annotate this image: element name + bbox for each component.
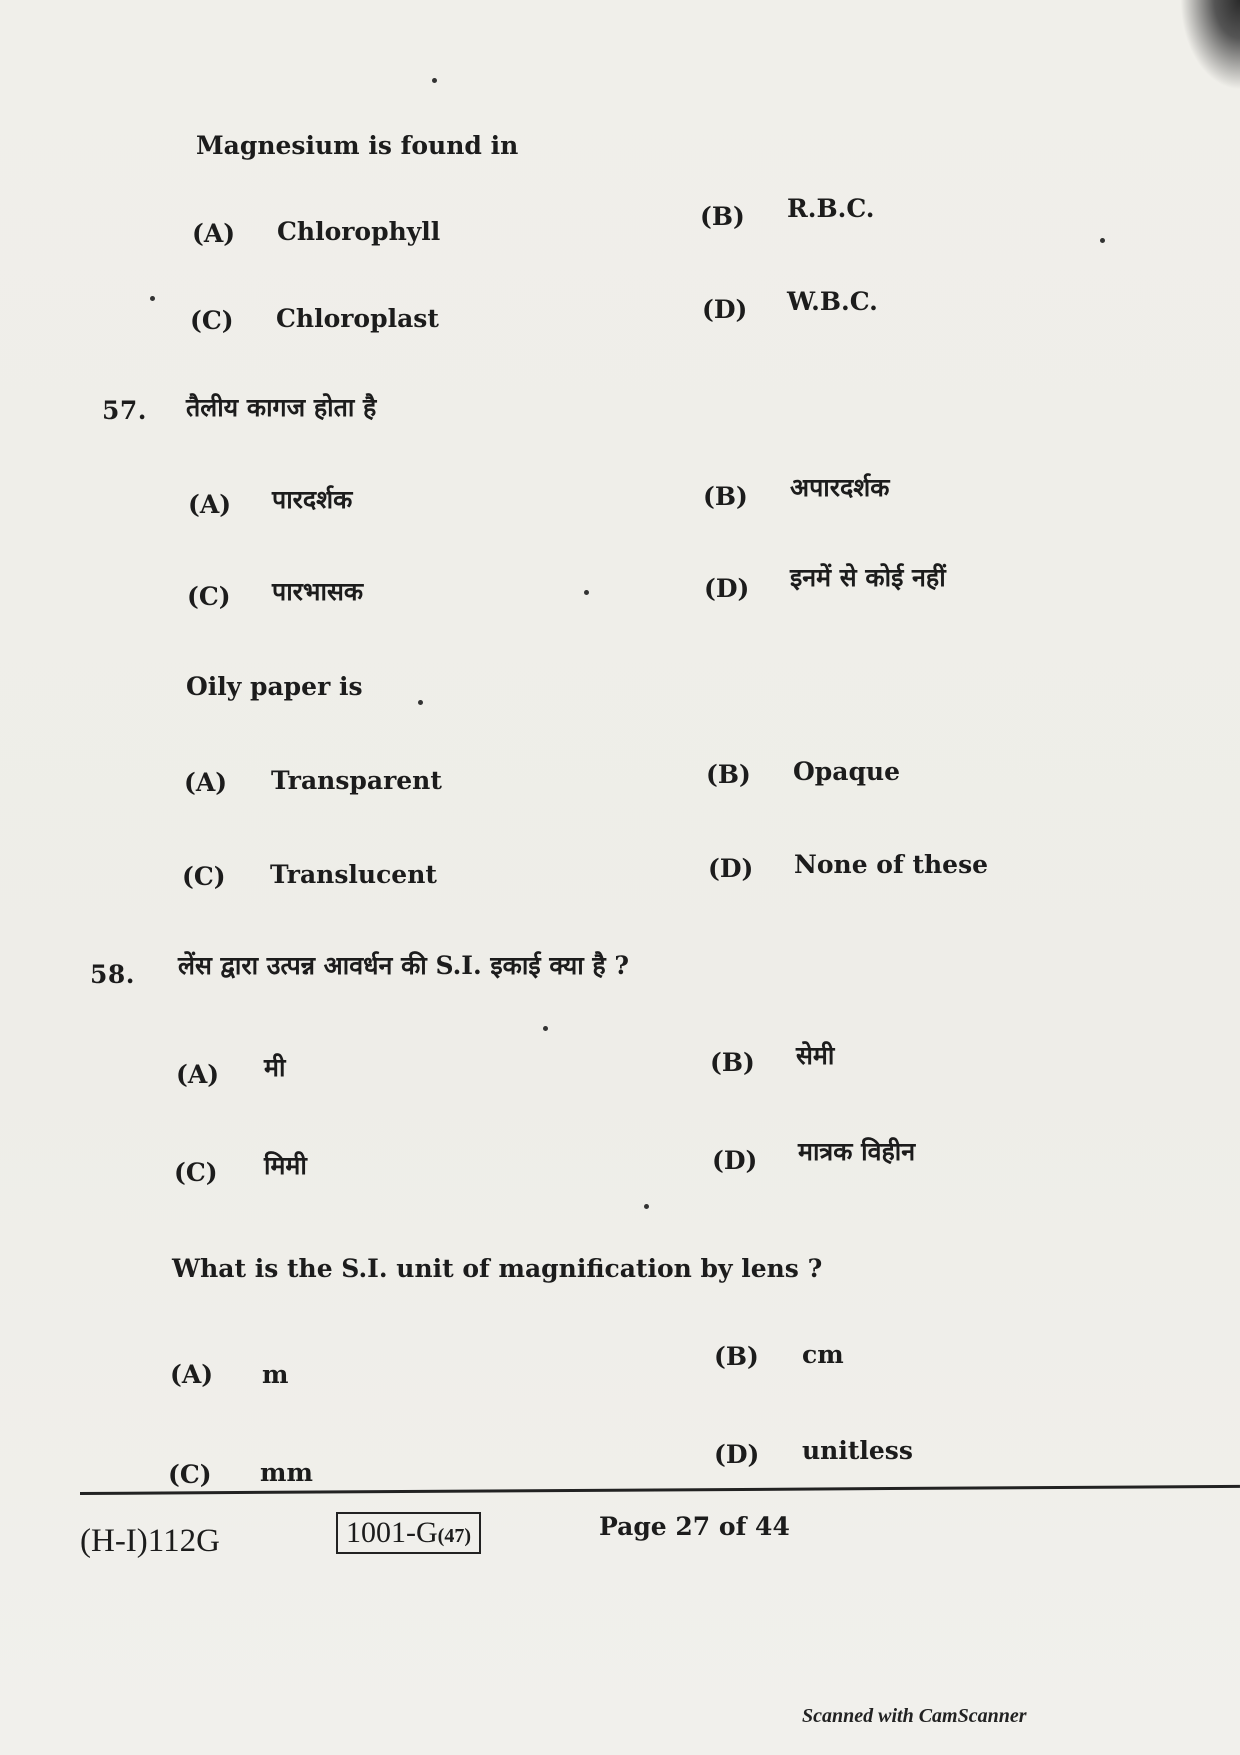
scan-speck — [150, 296, 155, 301]
q57-hi-option-b-letter: (B) — [703, 482, 748, 511]
q58-hi-option-c-letter: (C) — [174, 1158, 218, 1187]
scan-speck — [432, 78, 437, 83]
footer-rule — [80, 1485, 1240, 1495]
page-number: Page 27 of 44 — [599, 1512, 790, 1541]
q58-en-option-d-text: unitless — [802, 1436, 913, 1465]
q58-hi-option-a-letter: (A) — [176, 1060, 220, 1089]
q56-option-c-text: Chloroplast — [276, 304, 439, 333]
q57-hi-option-a-text: पारदर्शक — [272, 485, 353, 514]
scan-speck — [543, 1026, 548, 1031]
q56-option-a-text: Chlorophyll — [277, 217, 441, 246]
q58-en-option-c-text: mm — [260, 1458, 313, 1487]
q58-en-option-c-letter: (C) — [168, 1460, 212, 1489]
q58-hi-option-b-letter: (B) — [710, 1048, 755, 1077]
question-57-stem-hi: तैलीय कागज होता है — [186, 393, 377, 422]
q56-option-d-letter: (D) — [702, 295, 748, 324]
question-57-number: 57. — [102, 396, 147, 425]
q57-hi-option-c-text: पारभासक — [272, 577, 364, 606]
q57-en-option-b-letter: (B) — [706, 760, 751, 789]
q56-option-a-letter: (A) — [192, 219, 236, 248]
q57-en-option-a-text: Transparent — [271, 766, 442, 795]
question-58-stem-hi: लेंस द्वारा उत्पन्न आवर्धन की S.I. इकाई क्या है ? — [178, 951, 630, 980]
camscanner-watermark: Scanned with CamScanner — [802, 1705, 1027, 1727]
q58-hi-option-d-letter: (D) — [712, 1146, 758, 1175]
scan-speck — [418, 700, 423, 705]
question-58-stem-en: What is the S.I. unit of magnification by lens ? — [172, 1254, 823, 1283]
scan-speck — [584, 590, 589, 595]
q57-hi-option-d-letter: (D) — [704, 574, 750, 603]
q58-hi-option-b-text: सेमी — [796, 1041, 835, 1070]
q58-en-option-b-text: cm — [802, 1340, 844, 1369]
q56-option-b-letter: (B) — [700, 202, 745, 231]
scan-speck — [644, 1204, 649, 1209]
q58-hi-option-d-text: मात्रक विहीन — [798, 1137, 916, 1166]
scan-speck — [1100, 238, 1105, 243]
q57-en-option-c-text: Translucent — [270, 860, 437, 889]
q57-hi-option-d-text: इनमें से कोई नहीं — [790, 563, 946, 592]
q57-en-option-d-text: None of these — [794, 850, 989, 879]
q58-en-option-d-letter: (D) — [714, 1440, 760, 1469]
question-56-stem-en: Magnesium is found in — [196, 131, 519, 160]
booklet-code-box — [336, 1512, 481, 1554]
q57-hi-option-c-letter: (C) — [187, 582, 231, 611]
q57-en-option-c-letter: (C) — [182, 862, 226, 891]
q57-en-option-b-text: Opaque — [793, 757, 901, 786]
q57-hi-option-a-letter: (A) — [188, 490, 232, 519]
q57-en-option-a-letter: (A) — [184, 768, 228, 797]
booklet-code: 1001-G — [346, 1516, 438, 1549]
q58-en-option-a-text: m — [262, 1360, 289, 1389]
q57-en-option-d-letter: (D) — [708, 854, 754, 883]
booklet-code-suffix: (47) — [437, 1525, 471, 1547]
q58-en-option-a-letter: (A) — [170, 1360, 214, 1389]
paper-code: (H-I)112G — [80, 1523, 220, 1559]
q56-option-c-letter: (C) — [190, 306, 234, 335]
q56-option-d-text: W.B.C. — [787, 287, 878, 316]
question-58-number: 58. — [90, 960, 135, 989]
q56-option-b-text: R.B.C. — [787, 194, 875, 223]
page-corner-shadow — [1180, 0, 1240, 90]
q58-hi-option-c-text: मिमी — [264, 1151, 307, 1180]
q58-hi-option-a-text: मी — [264, 1053, 286, 1082]
q57-hi-option-b-text: अपारदर्शक — [790, 473, 890, 502]
q58-en-option-b-letter: (B) — [714, 1342, 759, 1371]
question-57-stem-en: Oily paper is — [186, 672, 363, 701]
